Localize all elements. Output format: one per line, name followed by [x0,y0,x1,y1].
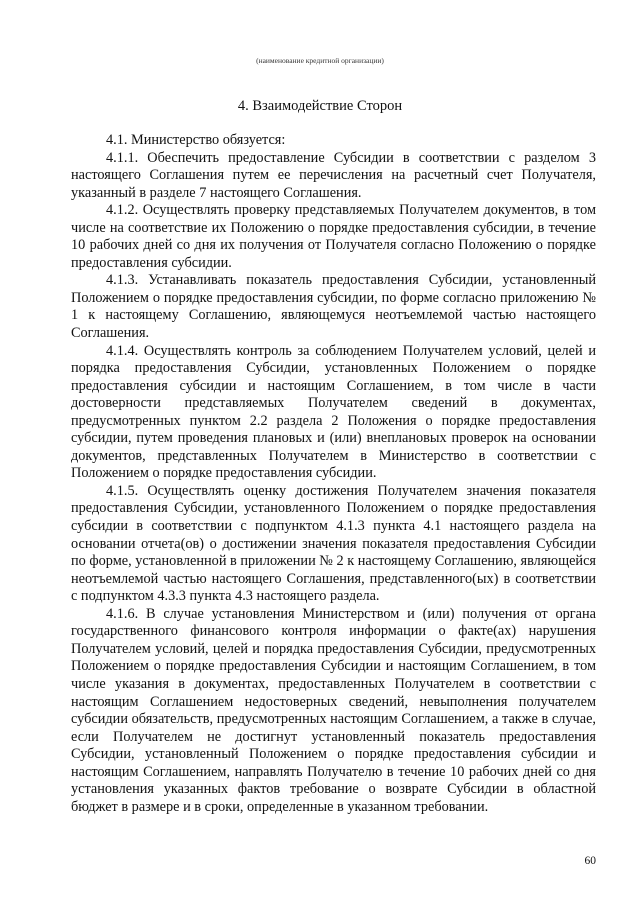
paragraph-4-1-3: 4.1.3. Устанавливать показатель предоставления Субсидии, установленный Положением о порядке предоставления субсидии, по форме согласно приложению № 1 к настоящему Соглашению, являющемуся неотъемлемой частью настоящего Соглашения. [71,272,596,342]
paragraph-4-1-6: 4.1.6. В случае установления Министерством и (или) получения от органа государственного финансового контроля информации о факте(ах) нарушения Получателем условий, целей и порядка предоставления Субсидии, предусмотренных Положением о порядке предоставления Субсидии и настоящим Соглашением, в том числе указания в документах, предоставленных Получателем в соответствии с настоящим Соглашением недостоверных сведений, невыполнения получателем субсидии обязательств, предусмотренных настоящим Соглашением, а также в случае, если Получателем не достигнут установленный показатель предоставления Субсидии, установленный Положением о порядке предоставления субсидии и настоящим Соглашением, направлять Получателю в течение 10 рабочих дней со дня установления указанных фактов требование о возврате Субсидии в областной бюджет в размере и в сроки, определенные в указанном требовании. [71,605,596,815]
section-body [71,132,596,816]
section-title: 4. Взаимодействие Сторон [237,98,403,114]
page-number: 60 [584,855,596,867]
organization-caption: (наименование кредитной организации) [256,56,384,65]
paragraph-4-1-2: 4.1.2. Осуществлять проверку представляемых Получателем документов, в том числе на соответствие их Положению о порядке предоставления субсидии, в течение 10 рабочих дней со дня их получения от Получателя согласно Положению о порядке предоставления субсидии. [71,202,596,271]
paragraph-4-1-5: 4.1.5. Осуществлять оценку достижения Получателем значения показателя предоставления Субсидии, установленного Положением о порядке предоставления субсидии в соответствии с подпунктом 4.1.3 пункта 4.1 настоящего раздела на основании отчета(ов) о достижении значения показателя предоставления Субсидии по форме, установленной в приложении № 2 к настоящему Соглашению, являющейся неотъемлемой частью настоящего Соглашения, представленного(ых) в соответствии с подпунктом 4.3.3 пункта 4.3 настоящего раздела. [71,482,596,605]
paragraph-4-1-1: 4.1.1. Обеспечить предоставление Субсидии в соответствии с разделом 3 настоящего Соглашения путем ее перечисления на расчетный счет Получателя, указанный в разделе 7 настоящего Соглашения. [71,149,596,201]
paragraph-4-1: 4.1. Министерство обязуется: [106,132,286,148]
paragraph-4-1-4: 4.1.4. Осуществлять контроль за соблюдением Получателем условий, целей и порядка предоставления Субсидии, установленных Положением о порядке предоставления субсидии и настоящим Соглашением, в том числе в части достоверности представляемых Получателем сведений в документах, предусмотренных пунктом 2.2 раздела 2 Положения о порядке предоставления субсидии, путем проведения плановых и (или) внеплановых проверок на основании документов, представленных Получателем в Министерство в соответствии с Положением о порядке предоставления субсидии. [71,342,596,482]
